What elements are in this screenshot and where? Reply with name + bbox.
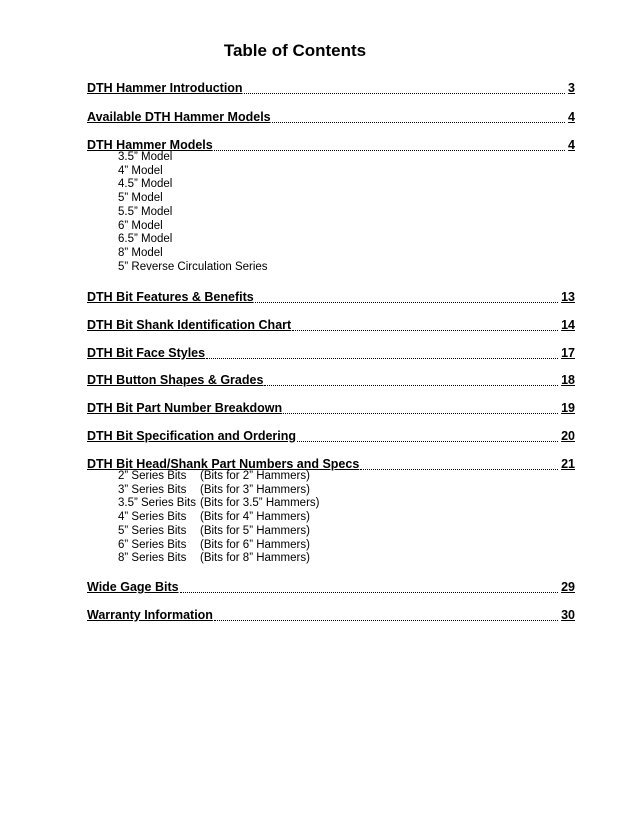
toc-entry[interactable] xyxy=(87,455,575,471)
toc-entry-page: 4 xyxy=(568,138,575,152)
bit-series: 4” Series Bits xyxy=(118,511,187,524)
dot-leader xyxy=(292,330,558,331)
toc-entry[interactable] xyxy=(87,79,575,95)
bit-series: 2” Series Bits xyxy=(118,470,187,482)
bit-hammers: (Bits for 8” Hammers) xyxy=(200,552,310,565)
toc-entry-page: 29 xyxy=(561,580,575,594)
list-item xyxy=(118,484,320,498)
bit-series: 5” Series Bits xyxy=(118,524,187,537)
dot-leader xyxy=(360,469,558,470)
dot-leader xyxy=(244,93,565,94)
toc-entry[interactable] xyxy=(87,399,575,415)
list-item xyxy=(118,525,320,539)
dot-leader xyxy=(206,358,558,359)
dot-leader xyxy=(255,302,558,303)
dot-leader xyxy=(283,413,558,414)
bit-series: 3” Series Bits xyxy=(118,483,187,496)
list-item: 4” Model xyxy=(118,164,163,177)
dot-leader xyxy=(214,620,558,621)
toc-entry[interactable] xyxy=(87,108,575,124)
dot-leader xyxy=(180,592,558,593)
toc-entry-page: 3 xyxy=(568,81,575,95)
page-title: Table of Contents xyxy=(223,41,367,60)
toc-entry-label: DTH Bit Features & Benefits xyxy=(87,290,254,304)
toc-entry-page: 4 xyxy=(568,110,575,124)
list-item xyxy=(118,539,320,553)
toc-entry-page: 20 xyxy=(561,429,575,443)
list-item: 6.5” Model xyxy=(118,233,173,246)
list-item xyxy=(118,511,320,525)
toc-entry[interactable] xyxy=(87,371,575,387)
toc-entry-page: 17 xyxy=(561,346,575,360)
bit-hammers: (Bits for 3” Hammers) xyxy=(200,483,310,496)
bit-hammers: (Bits for 5” Hammers) xyxy=(200,524,310,537)
list-item: 5” Reverse Circulation Series xyxy=(118,260,268,273)
bit-hammers: (Bits for 6” Hammers) xyxy=(200,538,310,551)
dot-leader xyxy=(297,441,558,442)
bit-series-list xyxy=(118,470,320,566)
list-item xyxy=(118,497,320,511)
toc-entry-label: DTH Bit Shank Identification Chart xyxy=(87,318,292,332)
list-item xyxy=(118,552,320,566)
list-item xyxy=(118,470,320,484)
toc-entry-label: DTH Hammer Models xyxy=(87,138,213,152)
toc-entry[interactable] xyxy=(87,136,575,152)
list-item: 6” Model xyxy=(118,219,163,232)
bit-hammers: (Bits for 3.5” Hammers) xyxy=(200,497,320,510)
list-item: 3.5” Model xyxy=(118,151,173,163)
toc-entry-page: 30 xyxy=(561,608,575,622)
toc-entry-label: DTH Bit Face Styles xyxy=(87,346,206,360)
toc-entry-page: 14 xyxy=(561,318,575,332)
toc-entry-label: Wide Gage Bits xyxy=(87,580,179,594)
toc-entry-label: DTH Bit Specification and Ordering xyxy=(87,429,297,443)
toc-entry-label: DTH Hammer Introduction xyxy=(87,81,243,95)
bit-hammers: (Bits for 4” Hammers) xyxy=(200,511,310,524)
toc-entry[interactable] xyxy=(87,288,575,304)
toc-entry-label: Available DTH Hammer Models xyxy=(87,110,271,124)
toc-entry[interactable] xyxy=(87,344,575,360)
toc-entry-label: Warranty Information xyxy=(87,608,213,622)
list-item: 5.5” Model xyxy=(118,205,173,218)
toc-entry-label: DTH Bit Part Number Breakdown xyxy=(87,401,283,415)
toc-entry[interactable] xyxy=(87,427,575,443)
bit-hammers: (Bits for 2” Hammers) xyxy=(200,470,310,482)
toc-entry-page: 13 xyxy=(561,290,575,304)
model-list xyxy=(118,151,268,274)
list-item: 4.5” Model xyxy=(118,178,173,191)
toc-entry-page: 18 xyxy=(561,373,575,387)
bit-series: 6” Series Bits xyxy=(118,538,187,551)
toc-entry[interactable] xyxy=(87,606,575,622)
toc-entry-label: DTH Bit Head/Shank Part Numbers and Specs xyxy=(87,457,360,471)
toc-entry-label: DTH Button Shapes & Grades xyxy=(87,373,264,387)
dot-leader xyxy=(264,385,558,386)
toc-entry-page: 19 xyxy=(561,401,575,415)
toc-entry[interactable] xyxy=(87,316,575,332)
bit-series: 8” Series Bits xyxy=(118,552,187,565)
list-item: 8” Model xyxy=(118,246,163,259)
dot-leader xyxy=(272,122,565,123)
toc-entry[interactable] xyxy=(87,578,575,594)
list-item: 5” Model xyxy=(118,192,163,205)
bit-series: 3.5” Series Bits xyxy=(118,497,196,510)
toc-entry-page: 21 xyxy=(561,457,575,471)
